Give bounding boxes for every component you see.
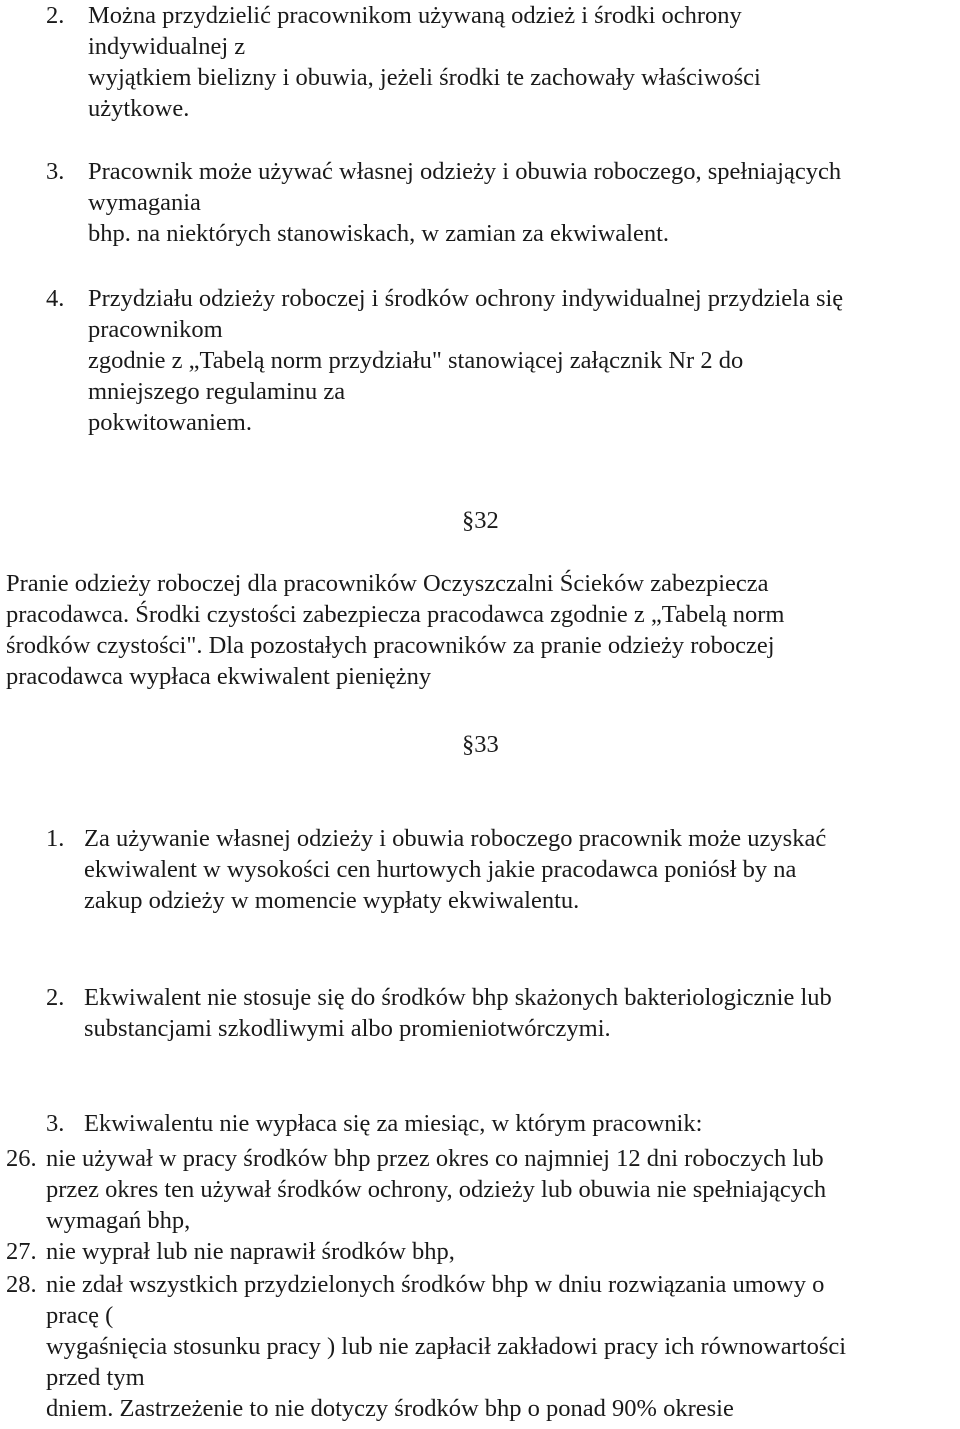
text-line: mniejszego regulaminu za <box>88 378 346 405</box>
text-line: nie wyprał lub nie naprawił środków bhp, <box>46 1238 455 1265</box>
text-line: ekwiwalent w wysokości cen hurtowych jakie pracodawca poniósł by na <box>84 856 797 883</box>
item-text <box>46 1269 846 1424</box>
text-line: Ekwiwalentu nie wypłaca się za miesiąc, w którym pracownik: <box>84 1110 703 1137</box>
item-number: 2. <box>46 984 65 1011</box>
text-line: zgodnie z „Tabelą norm przydziału" stanowiącej załącznik Nr 2 do <box>88 347 744 374</box>
list-item <box>6 1143 826 1236</box>
list-item <box>46 1108 702 1139</box>
item-number: 2. <box>46 2 65 29</box>
list-item <box>6 1269 846 1424</box>
text-line: Pracownik może używać własnej odzieży i obuwia roboczego, spełniających <box>88 158 842 185</box>
item-text <box>88 156 841 249</box>
item-number: 4. <box>46 285 65 312</box>
text-line: Ekwiwalent nie stosuje się do środków bhp skażonych bakteriologicznie lub <box>84 984 832 1011</box>
text-line: zakup odzieży w momencie wypłaty ekwiwalentu. <box>84 887 580 914</box>
text-line: środków czystości". Dla pozostałych pracowników za pranie odzieży roboczej <box>6 632 775 659</box>
list-item <box>46 982 832 1044</box>
text-line: użytkowe. <box>88 95 190 122</box>
section-32-paragraph <box>6 568 784 692</box>
item-number: 27. <box>6 1238 37 1265</box>
section-heading-33: §33 <box>462 731 499 758</box>
item-number: 3. <box>46 1110 65 1137</box>
item-text <box>88 283 843 438</box>
text-line: pokwitowaniem. <box>88 409 252 436</box>
text-line: wymagań bhp, <box>46 1207 191 1234</box>
text-line: Za używanie własnej odzieży i obuwia roboczego pracownik może uzyskać <box>84 825 827 852</box>
list-item <box>46 823 826 916</box>
item-number: 3. <box>46 158 65 185</box>
text-line: indywidualnej z <box>88 33 246 60</box>
item-text <box>84 823 826 916</box>
text-line: przez okres ten używał środków ochrony, odzieży lub obuwia nie spełniających <box>46 1176 827 1203</box>
text-line: Pranie odzieży roboczej dla pracowników Oczyszczalni Ścieków zabezpiecza <box>6 570 769 597</box>
text-line: przed tym <box>46 1364 145 1391</box>
item-number: 28. <box>6 1271 37 1298</box>
item-text <box>88 0 761 124</box>
list-item <box>46 283 843 438</box>
text-line: dniem. Zastrzeżenie to nie dotyczy środków bhp o ponad 90% okresie <box>46 1395 734 1422</box>
text-line: Można przydzielić pracownikom używaną odzież i środki ochrony <box>88 2 742 29</box>
list-item <box>46 0 761 124</box>
text-line: wygaśnięcia stosunku pracy ) lub nie zapłacił zakładowi pracy ich równowartości <box>46 1333 847 1360</box>
text-line: wyjątkiem bielizny i obuwia, jeżeli środki te zachowały właściwości <box>88 64 761 91</box>
section-heading-32: §32 <box>462 507 499 534</box>
text-line: pracodawca. Środki czystości zabezpiecza pracodawca zgodnie z „Tabelą norm <box>6 601 785 628</box>
item-number: 26. <box>6 1145 37 1172</box>
text-line: pracę ( <box>46 1302 114 1329</box>
item-number: 1. <box>46 825 65 852</box>
item-text <box>46 1236 455 1267</box>
text-line: nie używał w pracy środków bhp przez okres co najmniej 12 dni roboczych lub <box>46 1145 824 1172</box>
text-line: pracownikom <box>88 316 223 343</box>
text-line: substancjami szkodliwymi albo promieniotwórczymi. <box>84 1015 611 1042</box>
list-item <box>6 1236 455 1267</box>
item-text <box>46 1143 826 1236</box>
item-text <box>84 982 832 1044</box>
text-line: wymagania <box>88 189 201 216</box>
text-line: nie zdał wszystkich przydzielonych środków bhp w dniu rozwiązania umowy o <box>46 1271 825 1298</box>
text-line: pracodawca wypłaca ekwiwalent pieniężny <box>6 663 432 690</box>
text-line: bhp. na niektórych stanowiskach, w zamian za ekwiwalent. <box>88 220 670 247</box>
item-text <box>84 1108 702 1139</box>
text-line: Przydziału odzieży roboczej i środków ochrony indywidualnej przydziela się <box>88 285 844 312</box>
list-item <box>46 156 841 249</box>
